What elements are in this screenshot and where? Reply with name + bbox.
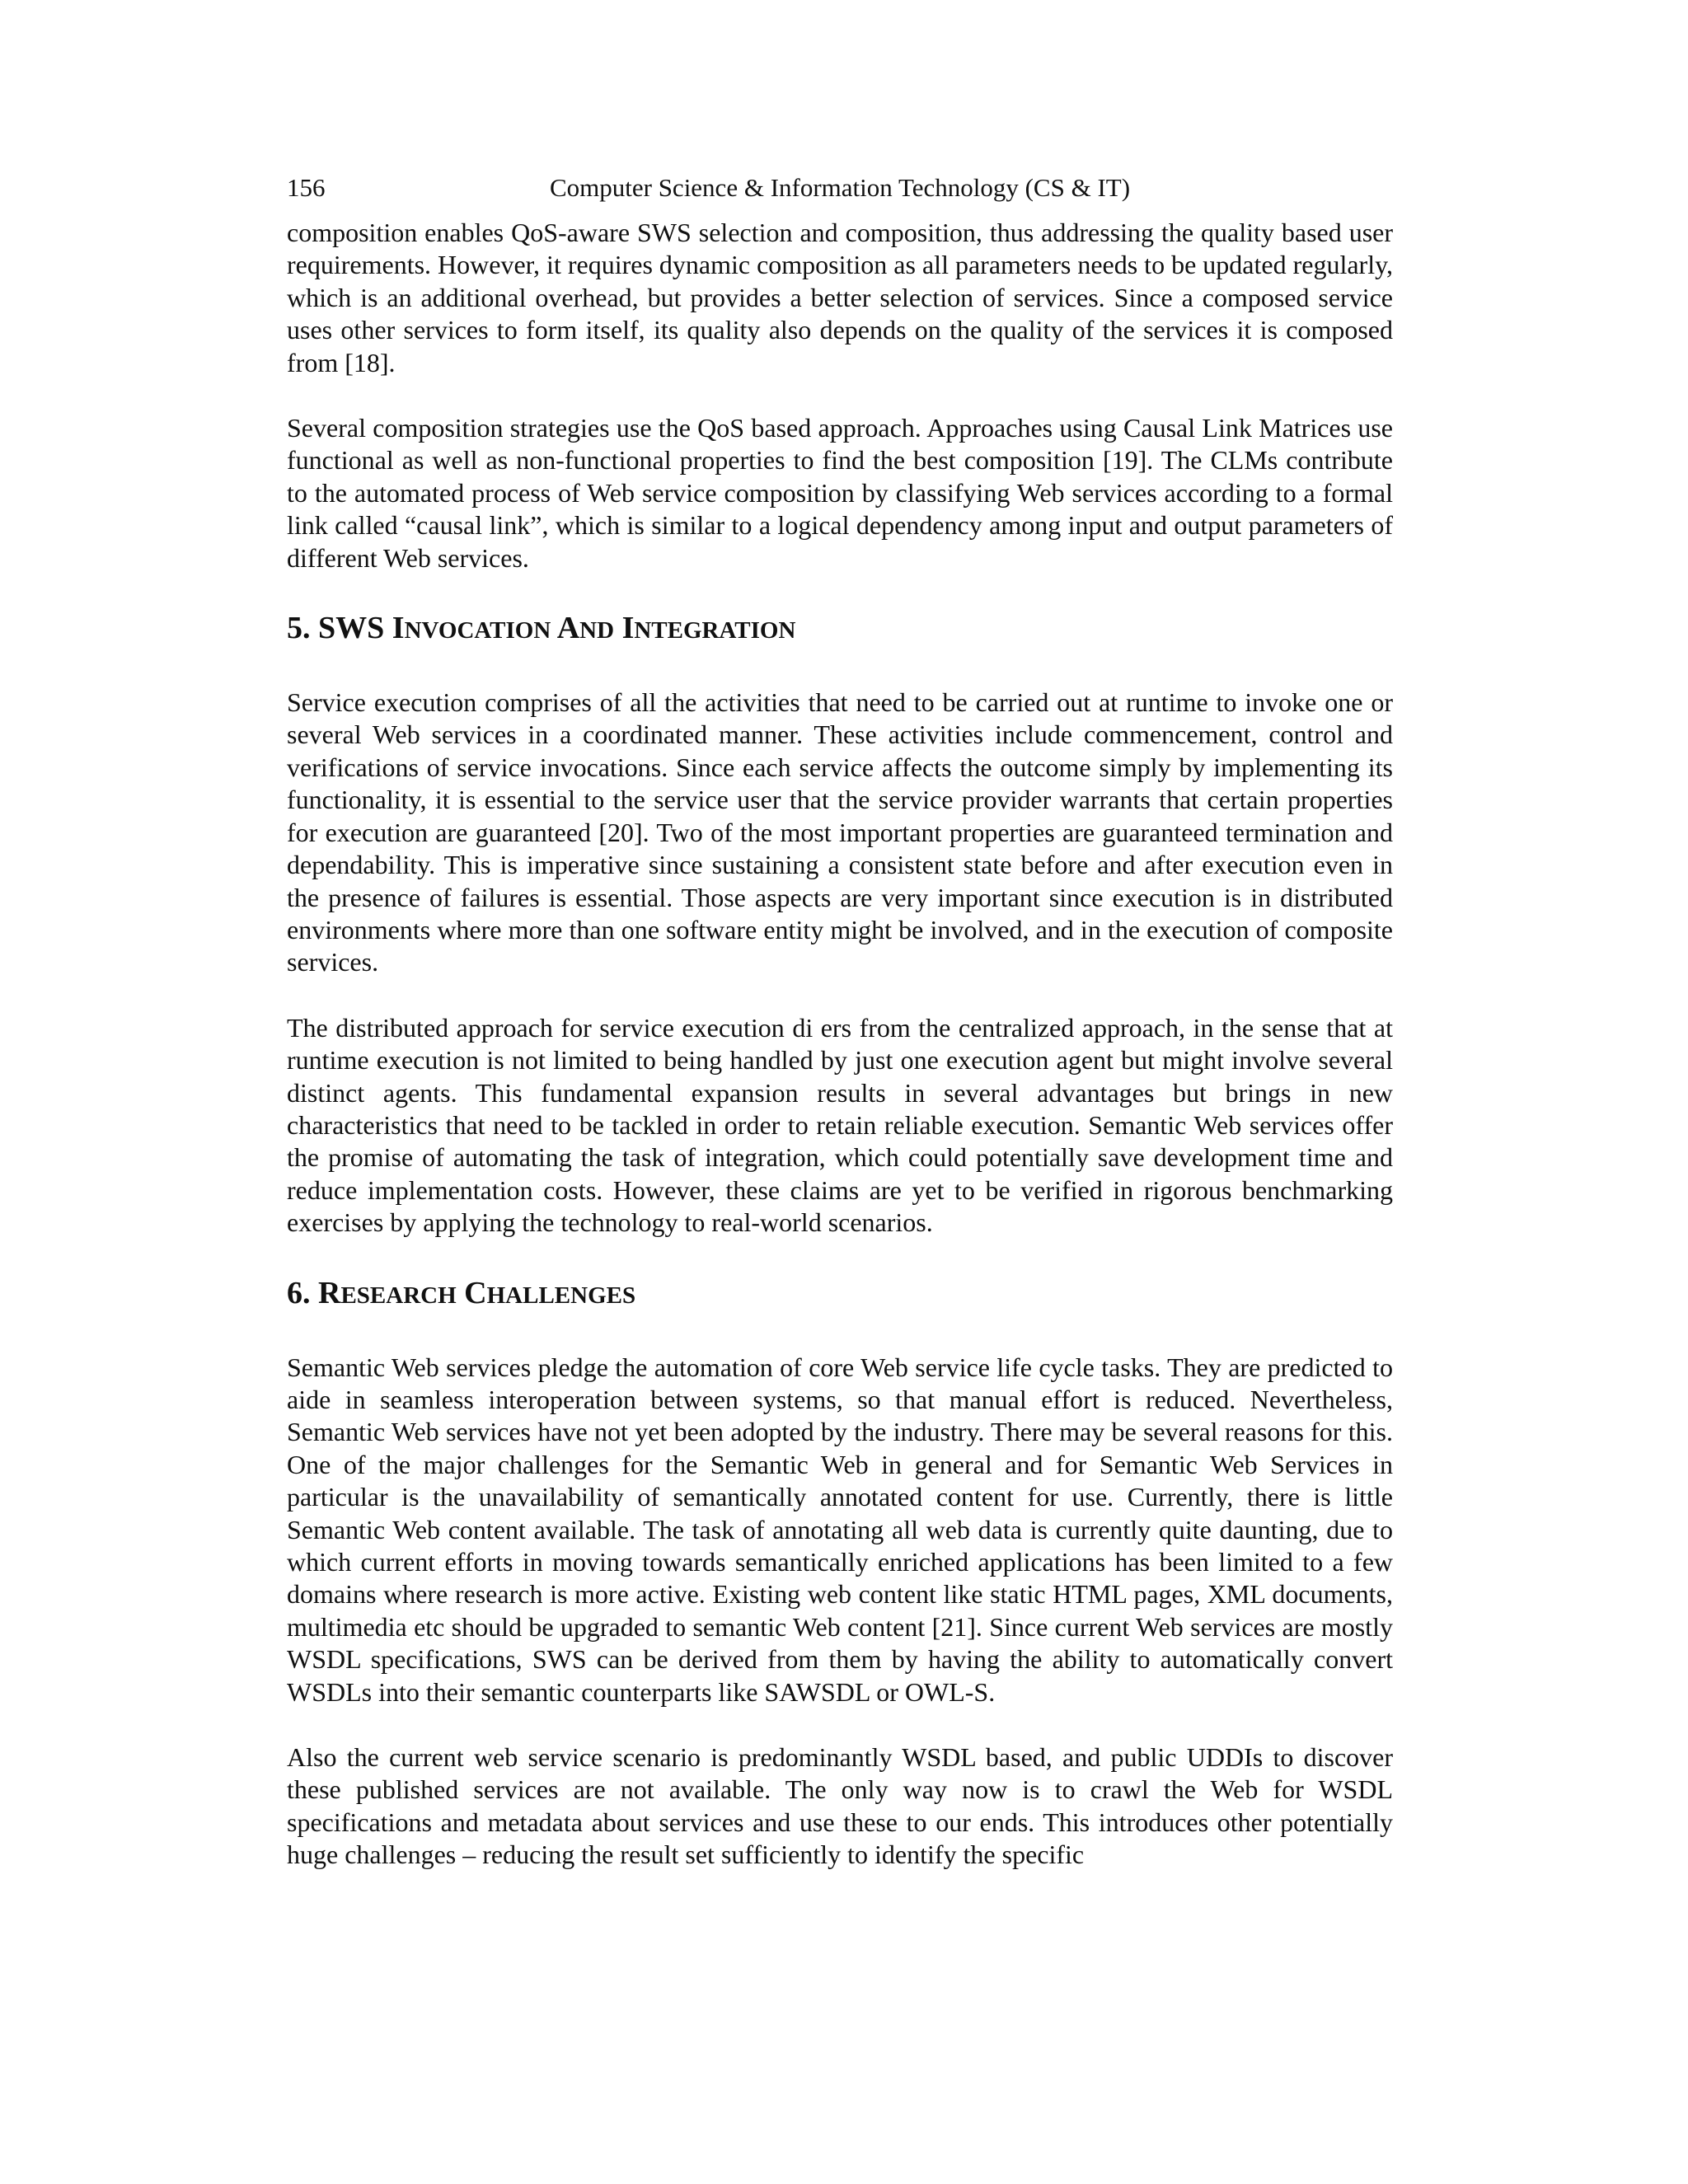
- paragraph-distributed-approach: The distributed approach for service execution di ers from the centralized approach, in the sense that at runtime execution is not limited to being handled by just one execution agent but might involve several distinct agents. This fundamental expansion results in several advantages but brings in new characteristics that need to be tackled in order to retain reliable execution. Semantic Web services offer the promise of automating the task of integration, which could potentially save development time and reduce implementation costs. However, these claims are yet to be verified in rigorous benchmarking exercises by applying the technology to real-world scenarios.: [287, 1012, 1393, 1238]
- paragraph-service-execution: Service execution comprises of all the activities that need to be carried out at runtime to invoke one or several Web services in a coordinated manner. These activities include commencement, control and verifications of service invocations. Since each service affects the outcome simply by implementing its functionality, it is essential to the service user that the service provider warrants that certain properties for execution are guaranteed [20]. Two of the most important properties are guaranteed termination and dependability. This is imperative since sustaining a consistent state before and after execution even in the presence of failures is essential. Those aspects are very important since execution is in distributed environments where more than one software entity might be involved, and in the execution of composite services.: [287, 687, 1393, 977]
- paragraph-qos-composition: composition enables QoS-aware SWS selection and composition, thus addressing the quality based user requirements. However, it requires dynamic composition as all parameters needs to be updated regularly, which is an additional overhead, but provides a better selection of services. Since a composed service uses other services to form itself, its quality also depends on the quality of the services it is composed from [18].: [287, 218, 1393, 377]
- section-number: 6.: [287, 1275, 311, 1310]
- section-number: 5.: [287, 611, 311, 646]
- page-body: [287, 217, 1393, 1872]
- section-title-initial: I: [392, 611, 405, 646]
- section-title-initial: A: [556, 611, 580, 646]
- paragraph-semantic-web-adoption: Semantic Web services pledge the automation of core Web service life cycle tasks. They are predicted to aide in seamless interoperation between systems, so that manual effort is reduced. Nevertheless, Semantic Web services have not yet been adopted by the industry. There may be several reasons for this. One of the major challenges for the Semantic Web in general and for Semantic Web Services in particular is the unavailability of semantically annotated content for use. Currently, there is little Semantic Web content available. The task of annotating all web data is currently quite daunting, due to which current efforts in moving towards semantically enriched applications has been limited to a few domains where research is more active. Existing web content like static HTML pages, XML documents, multimedia etc should be upgraded to semantic Web content [21]. Since current Web services are mostly WSDL specifications, SWS can be derived from them by having the ability to automatically convert WSDLs into their semantic counterparts like SAWSDL or OWL-S.: [287, 1352, 1393, 1707]
- section-title-smallcaps: ESEARCH: [340, 1282, 457, 1309]
- section-title-word: SWS: [318, 611, 385, 646]
- section-title-smallcaps: HALLENGES: [486, 1282, 636, 1309]
- section-title-initial: I: [621, 611, 635, 646]
- paragraph-causal-link: Several composition strategies use the QoS based approach. Approaches using Causal Link Matrices use functional as well as non-functional properties to find the best composition [19]. The CLMs contribute to the automated process of Web service composition by classifying Web services according to a formal link called “causal link”, which is similar to a logical dependency among input and output parameters of different Web services.: [287, 413, 1393, 573]
- section-title-initial: C: [464, 1275, 487, 1310]
- running-title: Computer Science & Information Technology (CS & IT): [549, 173, 1131, 202]
- section-title-smallcaps: ND: [579, 617, 615, 644]
- page-header: [287, 170, 1393, 206]
- section-title-smallcaps: NVOCATION: [404, 617, 551, 644]
- section-heading-challenges: [287, 1274, 1393, 1315]
- section-title-initial: R: [318, 1275, 341, 1310]
- section-heading-invocation: [287, 609, 1393, 649]
- page-number: 156: [287, 173, 326, 202]
- section-title-smallcaps: NTEGRATION: [634, 617, 796, 644]
- paragraph-wsdl-scenario: Also the current web service scenario is predominantly WSDL based, and public UDDIs to discover these published services are not available. The only way now is to crawl the Web for WSDL specifications and metadata about services and use these to our ends. This introduces other potentially huge challenges – reducing the result set sufficiently to identify the specific: [287, 1742, 1393, 1870]
